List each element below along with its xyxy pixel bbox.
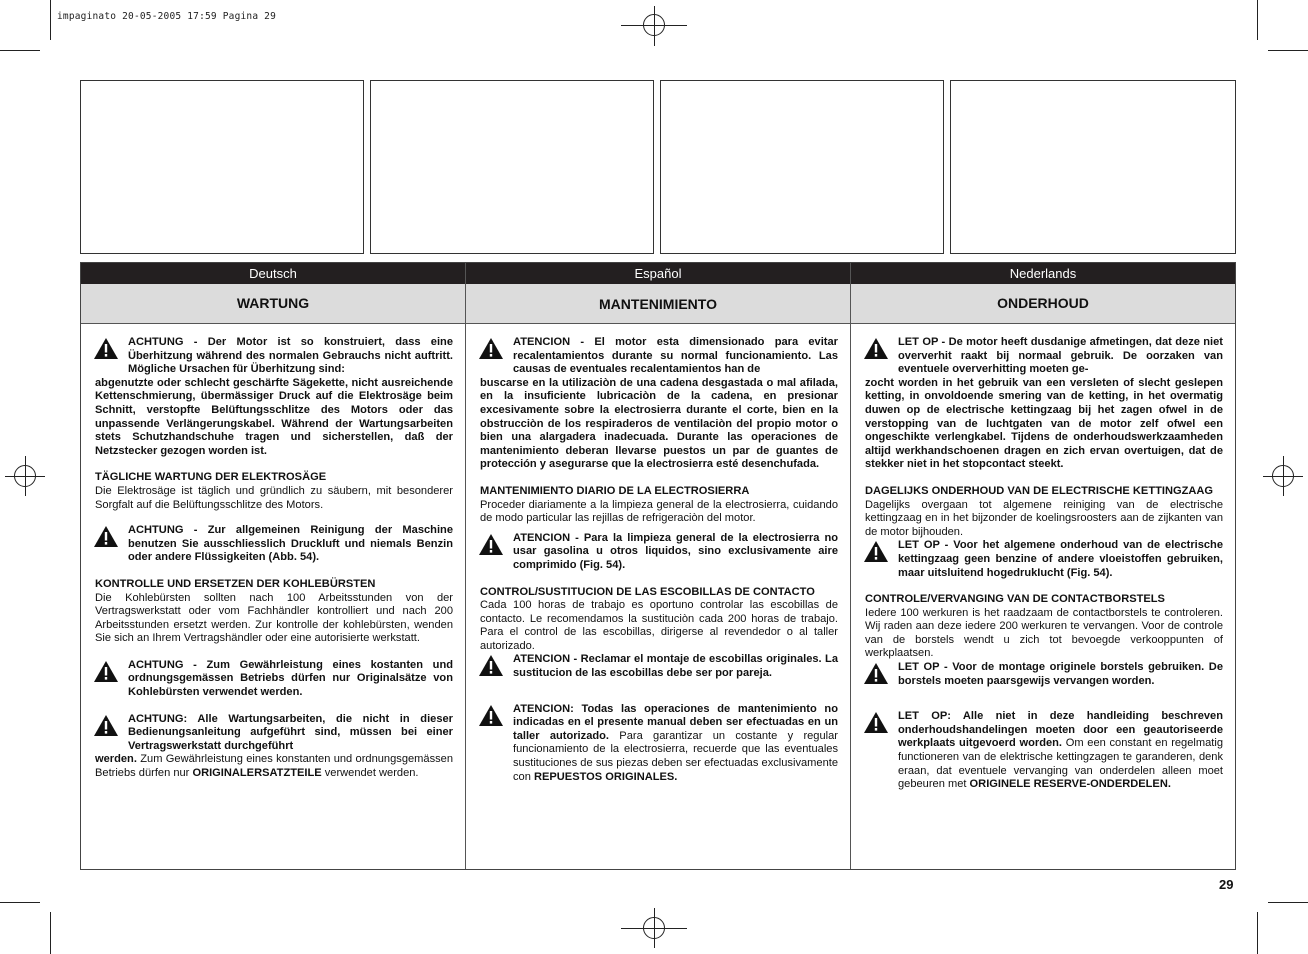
subsection-text: Die Kohlebürsten sollten nach 100 Arbeitsstunden von der Vertragswerkstatt oder vom Fachhändler kontrolliert und nach 200 Arbeitsstunden ersetzt werden. Zur kontrolle der kohlebürsten, wenden Sie sich an Ihrem Vertragshändler oder eine autorisierte werkstatt.	[95, 591, 453, 645]
column-deutsch	[81, 263, 465, 869]
registration-line	[654, 6, 655, 46]
language-header: Nederlands	[851, 263, 1235, 284]
crop-mark	[1268, 902, 1308, 903]
subsection-title: CONTROLE/VERVANGING VAN DE CONTACTBORSTELS	[865, 593, 1165, 606]
warning-block: LET OP: Alle niet in deze handleiding beschreven onderhoudshandelingen moeten door een geautoriseerde werkplaats uitgevoerd worden. Om een constant en regelmatig functioneren van de elektrische kettingzagen te garanderen, denk eraan, dat eventuele vervanging van onderdelen alleen moet gebeuren met ORIGINELE RESERVE-ONDERDELEN.	[865, 710, 1223, 792]
print-slug: impaginato 20-05-2005 17:59 Pagina 29	[57, 11, 277, 22]
warning-block: ACHTUNG - Zum Gewährleistung eines kostanten und ordnungsgemässen Betriebs dürfen nur Originalsätze von Kohlebürsten verwendet werden.	[95, 659, 453, 700]
illustration-panel-4	[950, 80, 1236, 254]
crop-mark	[1257, 912, 1258, 954]
warning-icon	[479, 655, 503, 676]
warning-icon	[94, 661, 118, 682]
column-nederlands	[850, 263, 1235, 869]
registration-line	[1283, 456, 1284, 496]
warning-block: ATENCION - Reclamar el montaje de escobillas originales. La sustitucion de las escobillas debe ser por pareja.	[480, 653, 838, 680]
subsection-text: Proceder diariamente a la limpieza general de la electrosierra, cuidando de modo particular las rejillas de refrigeraciòn del motor.	[480, 498, 838, 525]
warning-block: ACHTUNG - Zur allgemeinen Reinigung der Maschine benutzen Sie ausschliesslich Druckluft und niemals Benzin oder andere Flüssigkeiten (Abb. 54).	[95, 524, 453, 565]
column-body	[480, 336, 838, 784]
page-number: 29	[1219, 877, 1234, 892]
warning-icon	[864, 338, 888, 359]
subsection-title: KONTROLLE UND ERSETZEN DER KOHLEBÜRSTEN	[95, 577, 376, 590]
warning-block: ACHTUNG: Alle Wartungsarbeiten, die nicht in dieser Bedienungsanleitung aufgeführt sind, müssen bei einer Vertragswerkstatt durchgeführt werden. Zum Gewährleistung eines konstanten und ordnungsgemässen Betriebs dürfen nur ORIGINALERSATZTEILE verwendet werden.	[95, 712, 453, 780]
subsection-title: TÄGLICHE WARTUNG DER ELEKTROSÄGE	[95, 471, 327, 484]
column-espanol	[465, 263, 850, 869]
column-body	[95, 336, 453, 781]
warning-block: ATENCION: Todas las operaciones de mantenimiento no indicadas en el presente manual deben ser efectuadas en un taller autorizado. Para garantizar un costante y regular funcionamiento de la electrosierra, recuerde que las eventuales sustituciones de sus piezas deben ser efectuadas exclusivamente con REPUESTOS ORIGINALES.	[480, 703, 838, 785]
column-body	[865, 336, 1223, 792]
registration-line	[25, 456, 26, 496]
warning-icon	[94, 715, 118, 736]
subsection-text: Cada 100 horas de trabajo es oportuno controlar las escobillas de contacto. Le recomendamos la sustituciòn cada 200 horas de trabajo. Para el control de las escobillas, dirigerse al revendedor o al taller autorizado.	[480, 599, 838, 652]
crop-mark	[0, 50, 40, 51]
warning-block: ATENCION - Para la limpieza general de la electrosierra no usar gasolina u otros liquidos, sino exclusivamente aire comprimido (Fig. 54).	[480, 532, 838, 573]
subsection-text: Die Elektrosäge ist täglich und gründlich zu säubern, mit besonderer Sorgfalt auf die Belüftungsschlitze des Motors.	[95, 484, 453, 511]
crop-mark	[1257, 0, 1258, 40]
warning-block: ACHTUNG - Der Motor ist so konstruiert, dass eine Überhitzung während des normalen Gebrauchs nicht auftritt. Mögliche Ursachen für Überhitzung sind: abgenutzte oder schlecht geschärfte Sägekette, nicht ausreichende Kettenschmierung, übermässiger Druck auf die Elektrosäge beim Schnitt, verstopfte Belüftungsschlitze des Motors oder das unpassende Verlängerungskabel. Während der Wartungsarbeiten stets Schutzhandschuhe tragen und sicherstellen, daß der Netzstecker gezogen worden ist.	[95, 336, 453, 457]
warning-block: ATENCION - El motor esta dimensionado para evitar recalentamientos durante su normal funcionamiento. Las causas de eventuales recalentamientos han de buscarse en la utilizaciòn de una cadena desgastada o mal afilada, en la insuficiente lubricaciòn de la cadena, en presionar excesivamente sobre la electrosierra durante el corte, bien en la obstrucciòn de los respiraderos de ventilaciòn del propio motor o bien una alargadera inadecuada. Durante las operaciones de mantenimiento deberan llevarse puestos un par de guantes de protección y asegurarse que la electrosierra esté desenchufada.	[480, 336, 838, 471]
language-header: Deutsch	[81, 263, 465, 284]
warning-icon	[864, 663, 888, 684]
section-heading: MANTENIMIENTO	[466, 284, 850, 324]
warning-icon	[94, 526, 118, 547]
manual-table	[80, 262, 1236, 870]
crop-mark	[1268, 50, 1308, 51]
subsection-title: DAGELIJKS ONDERHOUD VAN DE ELECTRISCHE KETTINGZAAG	[865, 484, 1214, 497]
section-heading: WARTUNG	[81, 284, 465, 324]
crop-mark	[50, 0, 51, 40]
subsection-text: Dagelijks overgaan tot algemene reiniging van de electrische kettingzaag en in het bijzonder de koelingsroosters aan de zijkanten van de motor bijhouden.	[865, 498, 1223, 538]
warning-block: LET OP - Voor het algemene onderhoud van de electrische kettingzaag geen benzine of andere vloeistoffen gebruiken, maar uitsluitend hogedrukIucht (Fig. 54).	[865, 539, 1223, 580]
subsection-title: CONTROL/SUSTITUCION DE LAS ESCOBILLAS DE CONTACTO	[480, 585, 815, 598]
warning-icon	[479, 534, 503, 555]
warning-icon	[864, 541, 888, 562]
subsection-text: Iedere 100 werkuren is het raadzaam de contactborstels te controleren. Wij raden aan deze iedere 200 werkuren te vervangen. Voor de controle van de borstels wendt u zich tot bevoegde verkooppunten of werkplaatsen.	[865, 606, 1223, 660]
language-header: Español	[466, 263, 850, 284]
warning-icon	[479, 705, 503, 726]
warning-block: LET OP - Voor de montage originele borstels gebruiken. De borstels moeten paarsgewijs vervangen worden.	[865, 661, 1223, 688]
warning-icon	[94, 338, 118, 359]
subsection-title: MANTENIMIENTO DIARIO DE LA ELECTROSIERRA	[480, 484, 750, 497]
crop-mark	[50, 912, 51, 954]
warning-block: LET OP - De motor heeft dusdanige afmetingen, dat deze niet oververhit raakt bij normaal gebruik. De oorzaken van eventuele oververhitting moeten ge- zocht worden in het gebruik van een versleten of slecht geslepen ketting, in onvoldoende smering van de ketting, in het overmatig duwen op de electrische kettingzaag bij het zagen ofwel in de verstopping van de luchtgaten van de motor zelf ofwel een ongeschikte verlengkabel. Tijdens de onderhoudswerkzaamheden altijd werkhandschoenen dragen en zich ervan overtuigen, dat de stekker niet in het stopcontact steekt.	[865, 336, 1223, 471]
section-heading: ONDERHOUD	[851, 284, 1235, 324]
illustration-panel-3	[660, 80, 944, 254]
registration-line	[654, 908, 655, 948]
warning-icon	[864, 712, 888, 733]
illustration-panel-2	[370, 80, 654, 254]
warning-icon	[479, 338, 503, 359]
illustration-panel-1	[80, 80, 364, 254]
crop-mark	[0, 902, 40, 903]
